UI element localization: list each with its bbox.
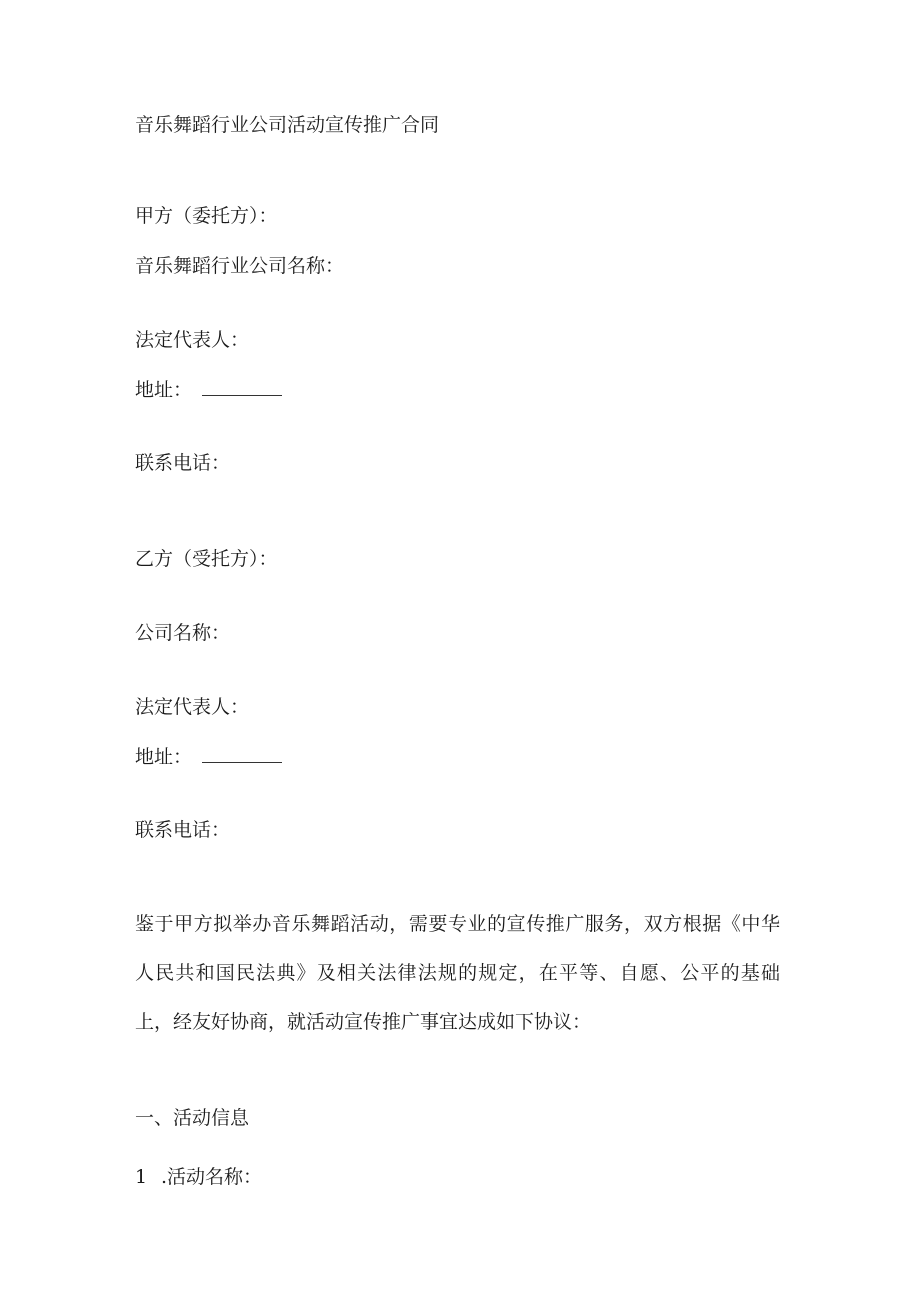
- party-b-company-name-label: 公司名称：: [135, 622, 231, 644]
- section-1-heading: 一、活动信息: [135, 1107, 250, 1129]
- party-a-address-label: 地址：: [135, 379, 193, 401]
- party-b-address-line: [135, 745, 282, 769]
- party-a-legal-rep-label: 法定代表人：: [135, 329, 250, 351]
- party-a-address-blank: [202, 381, 282, 396]
- party-a-company-name-label: 音乐舞蹈行业公司名称：: [135, 255, 345, 277]
- party-b-phone-label: 联系电话：: [135, 819, 231, 841]
- preamble-paragraph: 鉴于甲方拟举办音乐舞蹈活动，需要专业的宣传推广服务，双方根据《中华人民共和国民法典》及相关法律法规的规定，在平等、自愿、公平的基础上，经友好协商，就活动宣传推广事宜达成如下协议：: [135, 913, 780, 1033]
- section-1-item-1: [135, 1165, 262, 1189]
- document-title: 音乐舞蹈行业公司活动宣传推广合同: [135, 114, 440, 136]
- item-number: 1: [135, 1166, 148, 1188]
- party-b-address-blank: [202, 748, 282, 763]
- party-b-heading: 乙方（受托方）：: [135, 548, 278, 570]
- party-b-legal-rep-label: 法定代表人：: [135, 696, 250, 718]
- party-a-heading: 甲方（委托方）：: [135, 205, 278, 227]
- item-label: .活动名称：: [161, 1166, 263, 1188]
- party-b-address-label: 地址：: [135, 746, 193, 768]
- party-a-phone-label: 联系电话：: [135, 452, 231, 474]
- party-a-address-line: [135, 378, 282, 402]
